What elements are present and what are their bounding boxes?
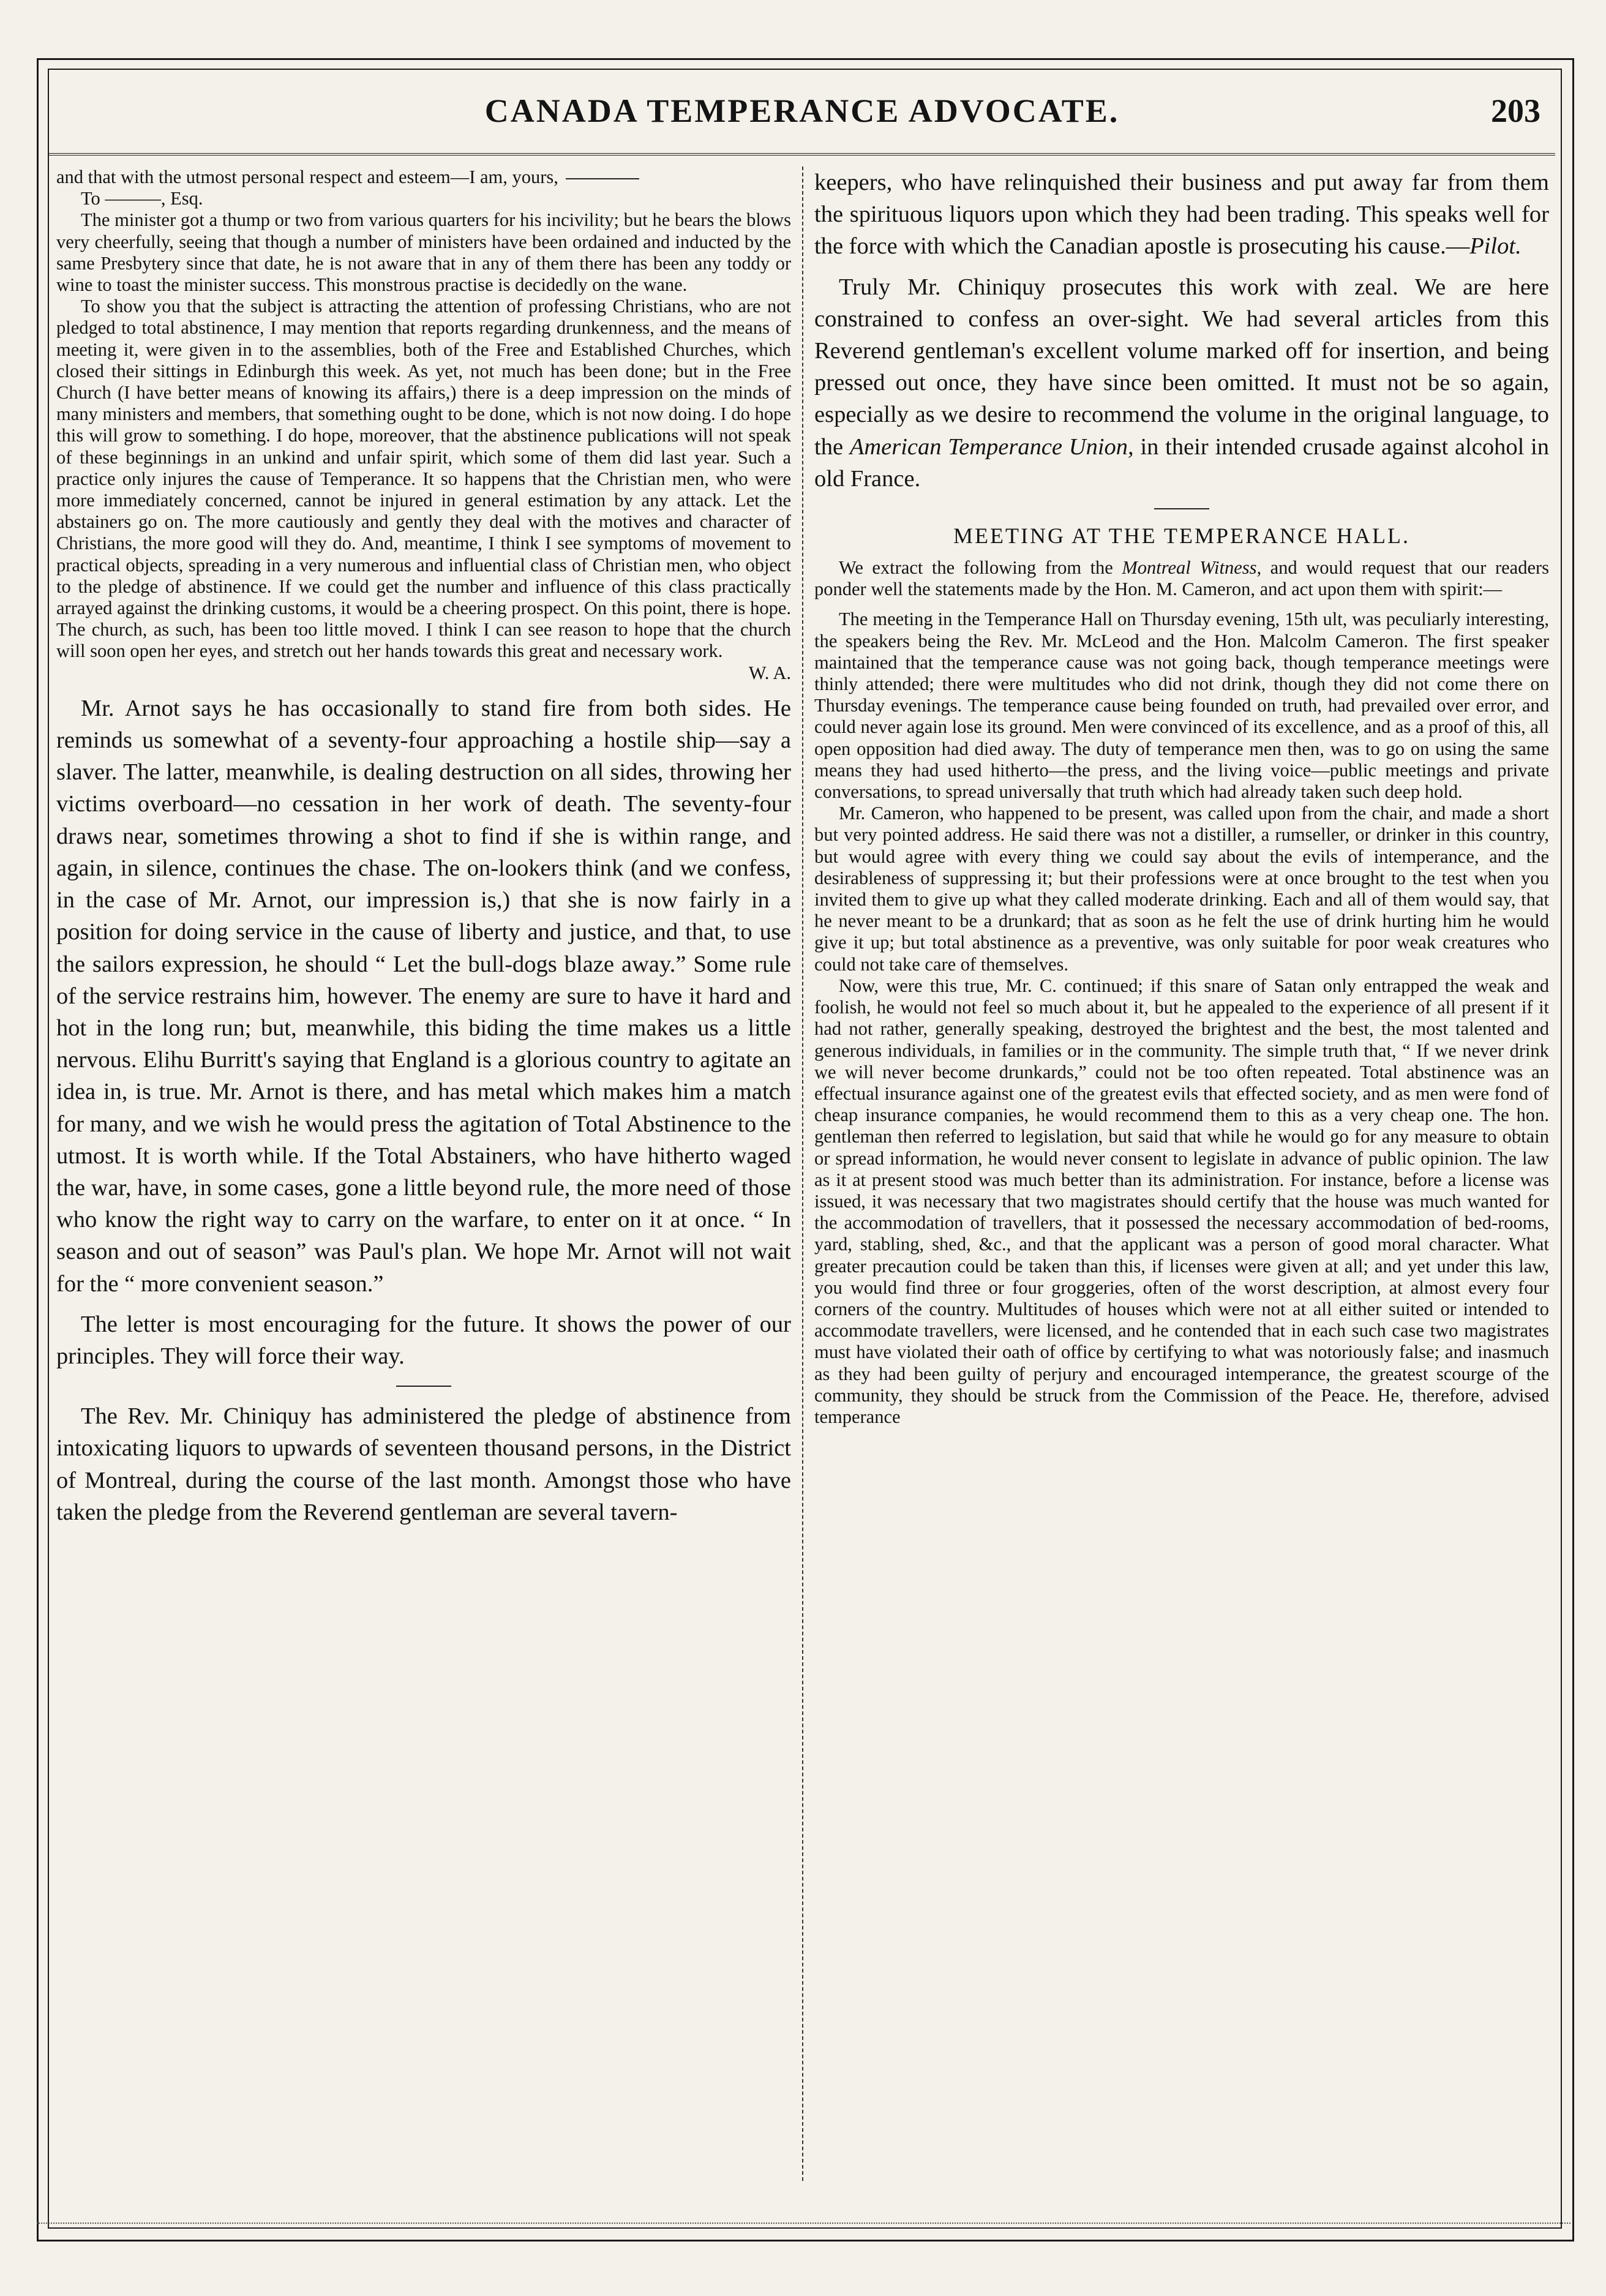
- spacer: [814, 263, 1549, 271]
- right-column: [814, 167, 1549, 2193]
- letter-closing-text: and that with the utmost personal respect and esteem—I am, yours,: [56, 167, 558, 187]
- paragraph: Now, were this true, Mr. C. continued; if this snare of Satan only entrapped the weak and foolish, he would not feel so much about it, but he appealed to the experience of all present if it had not rather, generally speaking, destroyed the brightest and the best, the most talented and generous individuals, in families or in the community. The simple truth that, “ If we never drink we will never become drunkards,” could not be too often repeated. Total abstinence was an effectual insurance against one of the greatest evils that effected society, and as men were fond of cheap insurance companies, he would recommend them to this as a very cheap one. The hon. gentleman then referred to legislation, but said that while he would go for any measure to obtain or spread information, he would never consent to legislate in advance of public opinion. The law as it at present stood was much better than its administration. For instance, before a license was issued, it was necessary that two magistrates should certify that the house was much wanted for the accommodation of travellers, that it possessed the necessary accommodation of bed-rooms, yard, stabling, shed, &c., and that the applicant was a person of good moral character. What greater precaution could be taken than this, if licenses were given at all; and yet under this law, you would find three or four groggeries, often of the worst description, at almost every four corners of the country. Multitudes of houses which were not at all either suited or intended to accommodate travellers, were licensed, and he contended that in each such case two magistrates must have violated their oath of office by certifying to what was notoriously false; and inasmuch as they had been guilty of perjury and encouraged intemperance, the greatest scourge of the community, they should be struck from the Commission of the Peace. He, therefore, advised temperance: [814, 975, 1549, 1427]
- editorial-paragraph: Mr. Arnot says he has occasionally to stand fire from both sides. He reminds us somewhat of a seventy-four approaching a hostile ship—say a slaver. The latter, meanwhile, is dealing destruction on all sides, throwing her victims overboard—no cessation in her work of death. The seventy-four draws near, sometimes throwing a shot to find if she is within range, and again, in silence, continues the chase. The on-lookers think (and we confess, in the case of Mr. Arnot, our impression is,) that she is now fairly in a position for doing service in the cause of liberty and justice, and that, to use the sailors expression, he should “ Let the bull-dogs blaze away.” Some rule of the service restrains him, however. The enemy are sure to have it hard and hot in the long run; but, meanwhile, this biding the time makes us a little nervous. Elihu Burritt's saying that England is a glorious country to agitate an idea in, is true. Mr. Arnot is there, and has metal which makes him a match for many, and we wish he would press the agitation of Total Abstinence to the utmost. It is worth while. If the Total Abstainers, who have hitherto waged the war, have, in some cases, gone a little beyond rule, the more need of those who know the right way to carry on the warfare, to enter on it at once. “ In season and out of season” was Paul's plan. We hope Mr. Arnot will not wait for the “ more convenient season.”: [56, 695, 791, 1297]
- article-heading: MEETING AT THE TEMPERANCE HALL.: [953, 523, 1410, 549]
- paragraph-text: keepers, who have relinquished their business and put away far from them the spirituous liquors upon which they had been trading. This speaks well for the force with which the Canadian apostle is prosecuting his cause.—: [814, 170, 1549, 260]
- paragraph-text: We extract the following from the: [839, 557, 1122, 579]
- letter-closing: [56, 167, 791, 188]
- paragraph-text: in their intended crusade against alcohol in old France.: [814, 433, 1549, 492]
- paragraph: To show you that the subject is attracting the attention of professing Christians, who are not pledged to total abstinence, I may mention that reports regarding drunkenness, and the means of meeting it, were given in to the assemblies, both of the Free and Established Churches, which closed their sittings in Edinburgh this week. As yet, not much has been done; but in the Free Church (I have better means of knowing its affairs,) there is a deep impression on the minds of many ministers and members, that something ought to be done, which is not now doing. I do hope this will grow to something. I do hope, moreover, that the abstinence publications will not speak of these beginnings in an unkind and unfair spirit, which some of them did last year. Such a practice only injures the cause of Temperance. It so happens that the Christian men, who were more immediately concerned, cannot be injured in general estimation by any attack. Let the abstainers go on. The more cautiously and gently they deal with the motives and character of Christians, the more good will they do. And, meantime, I think I see symptoms of movement to practical objects, spreading in a very numerous and influential class of Christian men, who object to the pledge of abstinence. If we could get the number and influence of this class practically arrayed against the drinking customs, it would be a cheering prospect. On this point, there is hope. The church, as such, has been too little moved. I think I can see reason to hope that the church will soon open her eyes, and stretch out her hands towards this great and necessary work.: [56, 296, 791, 662]
- source-credit: Pilot.: [1469, 233, 1522, 260]
- publication-title: CANADA TEMPERANCE ADVOCATE.: [484, 92, 1120, 129]
- spacer: [56, 1300, 791, 1308]
- article-intro: [814, 557, 1549, 600]
- section-rule: [1154, 508, 1209, 509]
- page-number: 203: [1491, 92, 1540, 129]
- editorial-paragraph: [814, 167, 1549, 263]
- editorial-paragraph: The Rev. Mr. Chiniquy has administered the pledge of abstinence from intoxicating liquors to upwards of seventeen thousand persons, in the District of Montreal, during the course of the last month. Amongst those who have taken the pledge from the Reverend gentleman are several tavern-: [56, 1403, 791, 1525]
- paragraph: Mr. Cameron, who happened to be present, was called upon from the chair, and made a short but very pointed address. He said there was not a distiller, a rumseller, or drinker in this country, but would agree with every thing we could say about the evils of intemperance, and the desirableness of suppressing it; but their professions were at once brought to the test when you invited them to give up what they called moderate drinking. Each and all of them would say, that he never meant to be a drunkard; that as soon as he felt the use of drink hurting him he would give it up; but total abstinence as a preventive, was only suitable for poor weak creatures who could not take care of themselves.: [814, 803, 1549, 975]
- section-rule: [396, 1386, 451, 1387]
- newspaper-name: Montreal Witness,: [1122, 557, 1262, 579]
- paragraph: The meeting in the Temperance Hall on Thursday evening, 15th ult, was peculiarly interesting, the speakers being the Rev. Mr. McLeod and the Hon. Malcolm Cameron. The first speaker maintained that the temperance cause was not going back, though temperance meetings were thinly attended; there were multitudes who did not drink, though they did not come there on Thursday evenings. The temperance cause being founded on truth, had prevailed over error, and could never again lose its ground. Men were convinced of its excellence, and as a proof of this, all open opposition had died away. The duty of temperance men then, was to go on using the same means they had used hitherto—the press, and the living voice—public meetings and private conversations, to spread universally that truth which had already taken such deep hold.: [814, 609, 1549, 803]
- organization-name: American Temperance Union,: [849, 433, 1134, 460]
- editorial-paragraph: The letter is most encouraging for the future. It shows the power of our principles. They will force their way.: [56, 1311, 791, 1369]
- closing-rule: [566, 178, 639, 179]
- paragraph: The minister got a thump or two from various quarters for his incivility; but he bears the blows very cheerfully, seeing that though a number of ministers have been ordained and inducted by the same Presbytery since that date, he is not aware that in any of them there has been any toddy or wine to toast the minister success. This monstrous practise is decidedly on the wane.: [56, 209, 791, 296]
- spacer: [814, 600, 1549, 609]
- editorial-paragraph: [814, 271, 1549, 495]
- left-column: [56, 167, 791, 2193]
- column-divider: [802, 167, 803, 2181]
- paragraph-text: and would request that our readers ponder well the statements made by the Hon. M. Cameron, and act upon them with spirit:—: [814, 557, 1549, 600]
- bottom-border-edge: [37, 2223, 1570, 2224]
- paragraph-text: Truly Mr. Chiniquy prosecutes this work with zeal. We are here constrained to confess an over-sight. We had several articles from this Reverend gentleman's excellent volume marked off for insertion, and being pressed out once, they have since been omitted. It must not be so again, especially as we desire to recommend the volume in the original language, to the: [814, 274, 1549, 460]
- letter-signature: W. A.: [748, 662, 791, 683]
- letter-salutation: To ———, Esq.: [81, 188, 203, 209]
- spacer: [56, 684, 791, 692]
- masthead: [49, 80, 1555, 156]
